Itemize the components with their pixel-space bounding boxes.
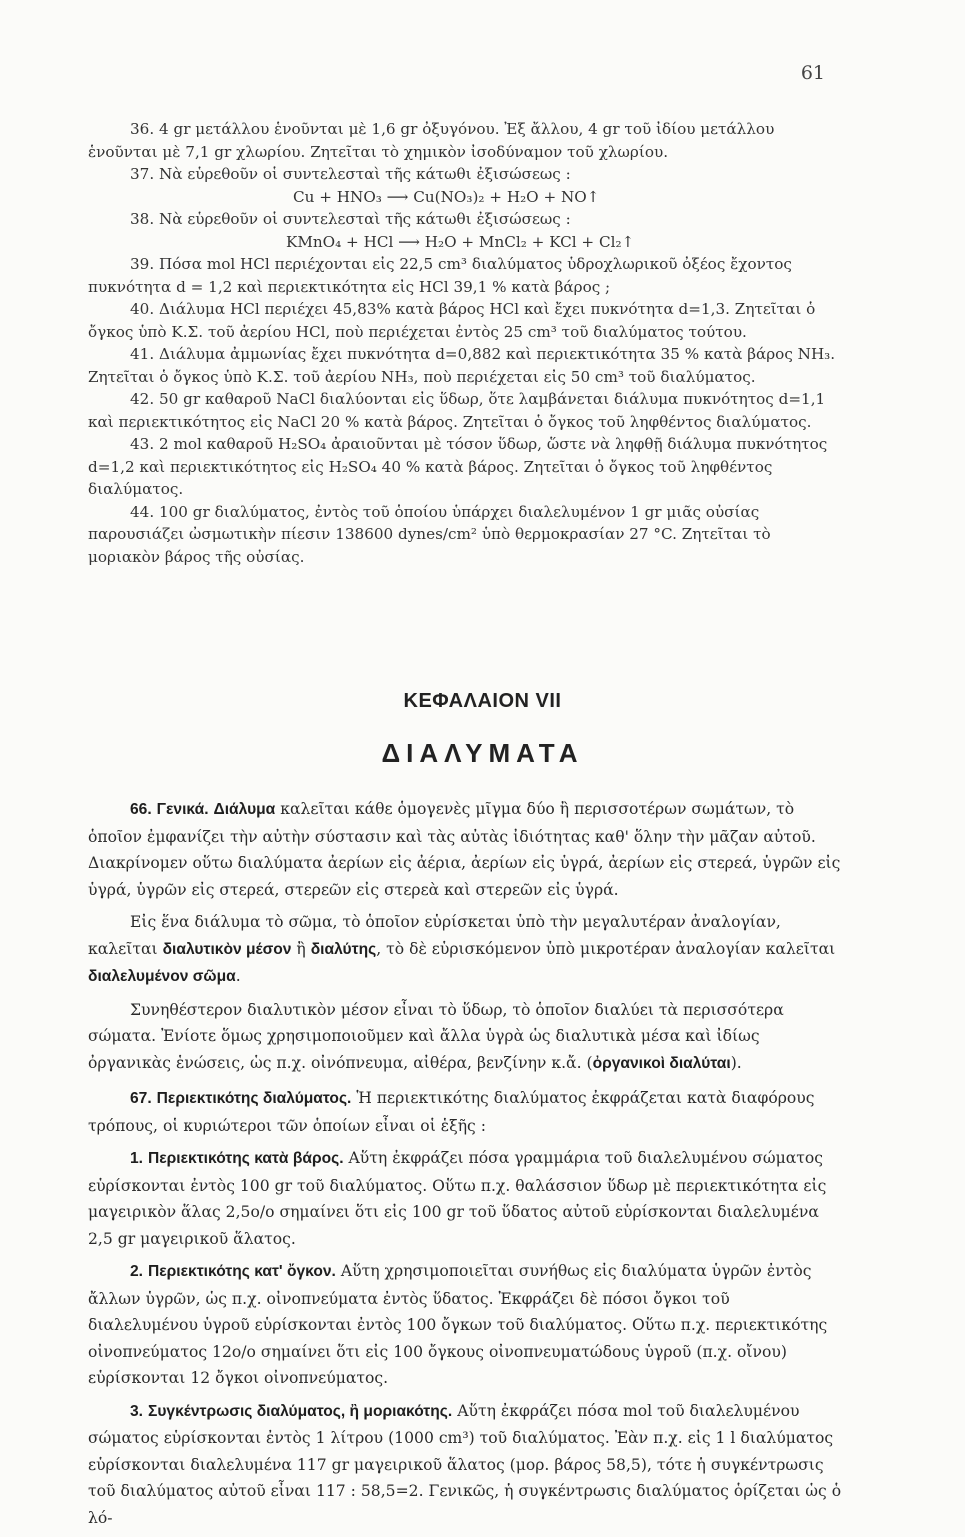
section-67-heading: Περιεκτικότης διαλύματος. [156, 1090, 352, 1107]
section-66-text: καλεῖται κάθε ὁμογενὲς μῖγμα δύο ἢ περισσοτέρων σωμάτων, τὸ ὁποῖον ἐμφανίζει τὴν αὐτὴν σύστασιν καὶ τὰς αὐτὰς ἰδιότητας καθ' ὅλην τὴν μᾶζαν αὐτοῦ. Διακρίνομεν οὕτω διαλύματα ἀερίων εἰς ἀέρια, ἀερίων εἰς ὑγρά, ἀερίων εἰς στερεά, ὑγρῶν εἰς ὑγρά, ὑγρῶν εἰς στερεά, στερεῶν εἰς στερεὰ καὶ στερεῶν εἰς ὑγρά. [88, 800, 841, 899]
problem-40: 40. Διάλυμα HCl περιέχει 45,83% κατὰ βάρος HCl καὶ ἔχει πυκνότητα d=1,3. Ζητεῖται ὁ ὄγκος ὑπὸ Κ.Σ. τοῦ ἀερίου HCl, ποὺ περιέχεται ἐντὸς 25 cm³ τοῦ διαλύματος τούτου. [88, 300, 816, 341]
term-dialelymenon-soma: διαλελυμένον σῶμα [88, 968, 236, 985]
term-dialyma: Διάλυμα [213, 801, 276, 818]
item-1-heading: Περιεκτικότης κατὰ βάρος. [147, 1150, 344, 1167]
page-number: 61 [800, 62, 825, 84]
term-organikoi-dialytai: ὀργανικοὶ διαλύται [592, 1054, 731, 1072]
section-67-number: 67. [130, 1090, 152, 1107]
term-dialytis: διαλύτης [310, 940, 377, 958]
section-67-intro [88, 1085, 843, 1139]
section-66-para-3 [88, 997, 843, 1078]
item-3-heading: Συγκέντρωσις διαλύματος, ἢ μοριακότης. [147, 1402, 453, 1420]
problem-42: 42. 50 gr καθαροῦ NaCl διαλύονται εἰς ὕδωρ, ὅτε λαμβάνεται διάλυμα πυκνότητος d=1,1 καὶ περιεκτικότητος εἰς NaCl 20 % κατὰ βάρος. Ζητεῖται ὁ ὄγκος τοῦ ληφθέντος διαλύματος. [88, 390, 826, 431]
item-2-number: 2. [130, 1263, 144, 1280]
para-2-text-d: . [235, 967, 241, 985]
section-66-para-2 [88, 909, 843, 991]
item-3-text: Αὕτη ἐκφράζει πόσα mol τοῦ διαλελυμένου σώματος εὑρίσκονται ἐντὸς 1 λίτρου (1000 cm³) τοῦ διαλύματος. Ἐὰν π.χ. εἰς 1 l διαλύματος εὑρίσκονται διαλελυμένα 117 gr μαγειρικοῦ ἅλατος (μορ. βάρος 58,5), τότε ἡ συγκέντρωσις τοῦ διαλύματος αὐτοῦ εἶναι 117 : 58,5=2. Γενικῶς, ἡ συγκέντρωσις διαλύματος ὁρίζεται ὡς ὁ λό- [88, 1401, 842, 1527]
chapter-title: ΔΙΑΛΥΜΑΤΑ [381, 738, 584, 768]
section-67-item-2 [88, 1258, 843, 1392]
section-body [88, 796, 843, 1537]
problems-block [88, 118, 843, 568]
equation-37: Cu + HNO₃ ⟶ Cu(NO₃)₂ + H₂O + NO↑ [293, 187, 600, 206]
section-67-intro-text: Ἡ περιεκτικότης διαλύματος ἐκφράζεται κατὰ διαφόρους τρόπους, οἱ κυριώτεροι τῶν ὁποίων εἶναι οἱ ἑξῆς : [88, 1089, 815, 1135]
section-67-item-3 [88, 1398, 843, 1532]
item-2-heading: Περιεκτικότης κατ' ὄγκον. [147, 1263, 336, 1280]
equation-38: KMnO₄ + HCl ⟶ H₂O + MnCl₂ + KCl + Cl₂↑ [286, 232, 635, 251]
item-1-number: 1. [130, 1150, 144, 1167]
para-2-text-c: , τὸ δὲ εὑρισκόμενον ὑπὸ μικροτέραν ἀναλογίαν καλεῖται [376, 939, 836, 958]
section-66-heading: Γενικά. [156, 801, 209, 818]
para-3-text-b: ). [730, 1053, 742, 1072]
item-1-text: Αὕτη ἐκφράζει πόσα γραμμάρια τοῦ διαλελυμένου σώματος εὑρίσκονται ἐντὸς 100 gr τοῦ διαλύματος. Οὕτω π.χ. θαλάσσιον ὕδωρ μὲ περιεκτικότητα εἰς μαγειρικὸν ἅλας 2,5ο/ο σημαίνει ὅτι εἰς 100 gr τοῦ ὕδατος αὐτοῦ εὑρίσκονται διαλελυμένα 2,5 gr μαγειρικοῦ ἅλατος. [88, 1149, 827, 1248]
section-67-item-1 [88, 1145, 843, 1252]
problem-41: 41. Διάλυμα ἀμμωνίας ἔχει πυκνότητα d=0,882 καὶ περιεκτικότητα 35 % κατὰ βάρος NH₃. Ζητεῖται ὁ ὄγκος ὑπὸ Κ.Σ. τοῦ ἀερίου NH₃, ποὺ περιέχεται εἰς 50 cm³ τοῦ διαλύματος. [88, 345, 836, 386]
item-2-text: Αὕτη χρησιμοποιεῖται συνήθως εἰς διαλύματα ὑγρῶν ἐντὸς ἄλλων ὑγρῶν, ὡς π.χ. οἰνοπνεύματα ἐντὸς ὕδατος. Ἐκφράζει δὲ πόσοι ὄγκοι τοῦ διαλελυμένου ὑγροῦ εὑρίσκονται ἐντὸς 100 ὄγκων τοῦ διαλύματος. Οὕτω π.χ. περιεκτικότης οἰνοπνεύματος 12ο/ο σημαίνει ὅτι εἰς 100 ὄγκους οἰνοπνευματώδους ὑγροῦ (π.χ. οἴνου) εὑρίσκονται 12 ὄγκοι οἰνοπνεύματος. [88, 1262, 828, 1387]
para-2-text-b: ἢ [291, 939, 311, 958]
section-66-number: 66. [130, 801, 152, 818]
item-3-number: 3. [130, 1402, 144, 1420]
problem-37: 37. Νὰ εὑρεθοῦν οἱ συντελεσταὶ τῆς κάτωθι ἐξισώσεως : [130, 165, 571, 183]
problem-43: 43. 2 mol καθαροῦ H₂SO₄ ἀραιοῦνται μὲ τόσον ὕδωρ, ὥστε νὰ ληφθῇ διάλυμα πυκνότητος d=1,2 καὶ περιεκτικότητος εἰς H₂SO₄ 40 % κατὰ βάρος. Ζητεῖται ὁ ὄγκος τοῦ ληφθέντος διαλύματος. [88, 435, 828, 498]
term-dialytikon-meson: διαλυτικὸν μέσον [162, 940, 292, 958]
problem-36: 36. 4 gr μετάλλου ἑνοῦνται μὲ 1,6 gr ὀξυγόνου. Ἐξ ἄλλου, 4 gr τοῦ ἰδίου μετάλλου ἑνοῦνται μὲ 7,1 gr χλωρίου. Ζητεῖται τὸ χημικὸν ἰσοδύναμον τοῦ χλωρίου. [88, 120, 775, 161]
problem-44: 44. 100 gr διαλύματος, ἐντὸς τοῦ ὁποίου ὑπάρχει διαλελυμένον 1 gr μιᾶς οὐσίας παρουσιάζει ὠσμωτικὴν πίεσιν 138600 dynes/cm² ὑπὸ θερμοκρασίαν 27 °C. Ζητεῖται τὸ μοριακὸν βάρος τῆς οὐσίας. [88, 502, 771, 566]
para-3-text-a: Συνηθέστερον διαλυτικὸν μέσον εἶναι τὸ ὕδωρ, τὸ ὁποῖον διαλύει τὰ περισσότερα σώματα. Ἐνίοτε ὅμως χρησιμοποιοῦμεν καὶ ἄλλα ὑγρὰ ὡς διαλυτικὰ μέσα καὶ ἰδίως ὀργανικὰς ἑνώσεις, ὡς π.χ. οἰνόπνευμα, αἰθέρα, βενζίνην κ.ἄ. ( [88, 1000, 784, 1072]
section-66-para-1 [88, 796, 843, 903]
problem-38: 38. Νὰ εὑρεθοῦν οἱ συντελεσταὶ τῆς κάτωθι ἐξισώσεως : [130, 210, 571, 228]
para-2-text-a: Εἰς ἕνα διάλυμα τὸ σῶμα, τὸ ὁποῖον εὑρίσκεται ὑπὸ τὴν μεγαλυτέραν ἀναλογίαν, καλεῖται [88, 913, 781, 958]
problem-39: 39. Πόσα mol HCl περιέχονται εἰς 22,5 cm³ διαλύματος ὑδροχλωρικοῦ ὀξέος ἔχοντος πυκνότητα d = 1,2 καὶ περιεκτικότητα εἰς HCl 39,1 % κατὰ βάρος ; [88, 255, 792, 296]
chapter-label: ΚΕΦΑΛΑΙΟΝ VII [403, 690, 562, 712]
